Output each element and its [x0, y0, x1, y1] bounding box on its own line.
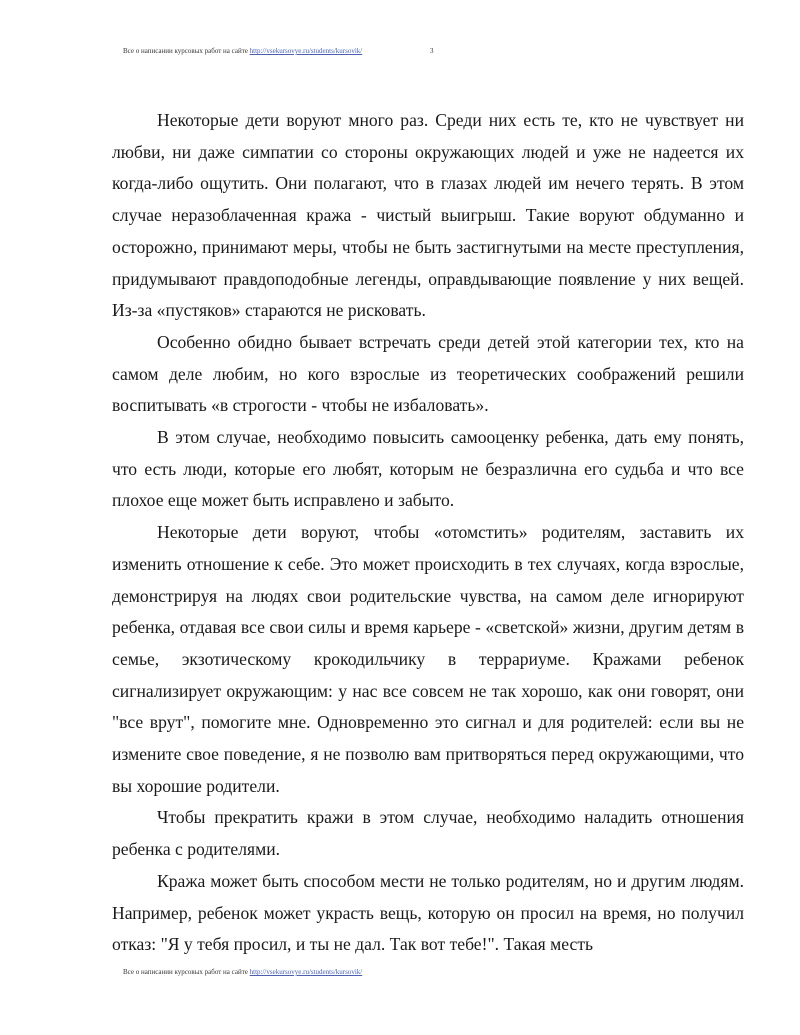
paragraph-1: Некоторые дети воруют много раз. Среди них есть те, кто не чувствует ни любви, ни даже симпатии со стороны окружающих людей и уже не надеется их когда-либо ощутить. Они полагают, что в глазах людей им нечего терять. В этом случае неразоблаченная кража - чистый выигрыш. Такие воруют обдуманно и осторожно, принимают меры, чтобы не быть застигнутыми на месте преступления, придумывают правдоподобные легенды, оправдывающие появление у них вещей. Из-за «пустяков» стараются не рисковать. [112, 110, 744, 321]
header-text: Все о написании курсовых работ на сайте [123, 47, 248, 55]
footer-link[interactable]: http://vsekursovye.ru/students/kursovik/ [249, 968, 363, 976]
paragraph-5: Чтобы прекратить кражи в этом случае, необходимо наладить отношения ребенка с родителями. [112, 807, 744, 860]
page-header [123, 47, 362, 55]
paragraph-4: Некоторые дети воруют, чтобы «отомстить» родителям, заставить их изменить отношение к себе. Это может происходить в тех случаях, когда взрослые, демонстрируя на людях свои родительские чувства, на самом деле игнорируют ребенка, отдавая все свои силы и время карьере - «светской» жизни, другим детям в семье, экзотическому крокодильчику в террариуме. Кражами ребенок сигнализирует окружающим: у нас все совсем не так хорошо, как они говорят, они "все врут", помогите мне. Одновременно это сигнал и для родителей: если вы не измените свое поведение, я не позволю вам притворяться перед окружающими, что вы хорошие родители. [112, 522, 744, 796]
paragraph-6: Кража может быть способом мести не только родителям, но и другим людям. Например, ребенок может украсть вещь, которую он просил на время, но получил отказ: "Я у тебя просил, и ты не дал. Так вот тебе!". Такая месть [112, 870, 744, 955]
paragraph-3: В этом случае, необходимо повысить самооценку ребенка, дать ему понять, что есть люди, которые его любят, которым не безразлична его судьба и что все плохое еще может быть исправлено и забыто. [112, 427, 744, 511]
paragraph-2: Особенно обидно бывает встречать среди детей этой категории тех, кто на самом деле любим, но кого взрослые из теоретических соображений решили воспитывать «в строгости - чтобы не избаловать». [112, 331, 744, 416]
footer-text: Все о написании курсовых работ на сайте [123, 968, 248, 976]
header-link[interactable]: http://vsekursovye.ru/students/kursovik/ [249, 47, 363, 55]
body-text [112, 105, 744, 961]
page-footer [123, 968, 362, 976]
page-number: 3 [430, 47, 434, 55]
